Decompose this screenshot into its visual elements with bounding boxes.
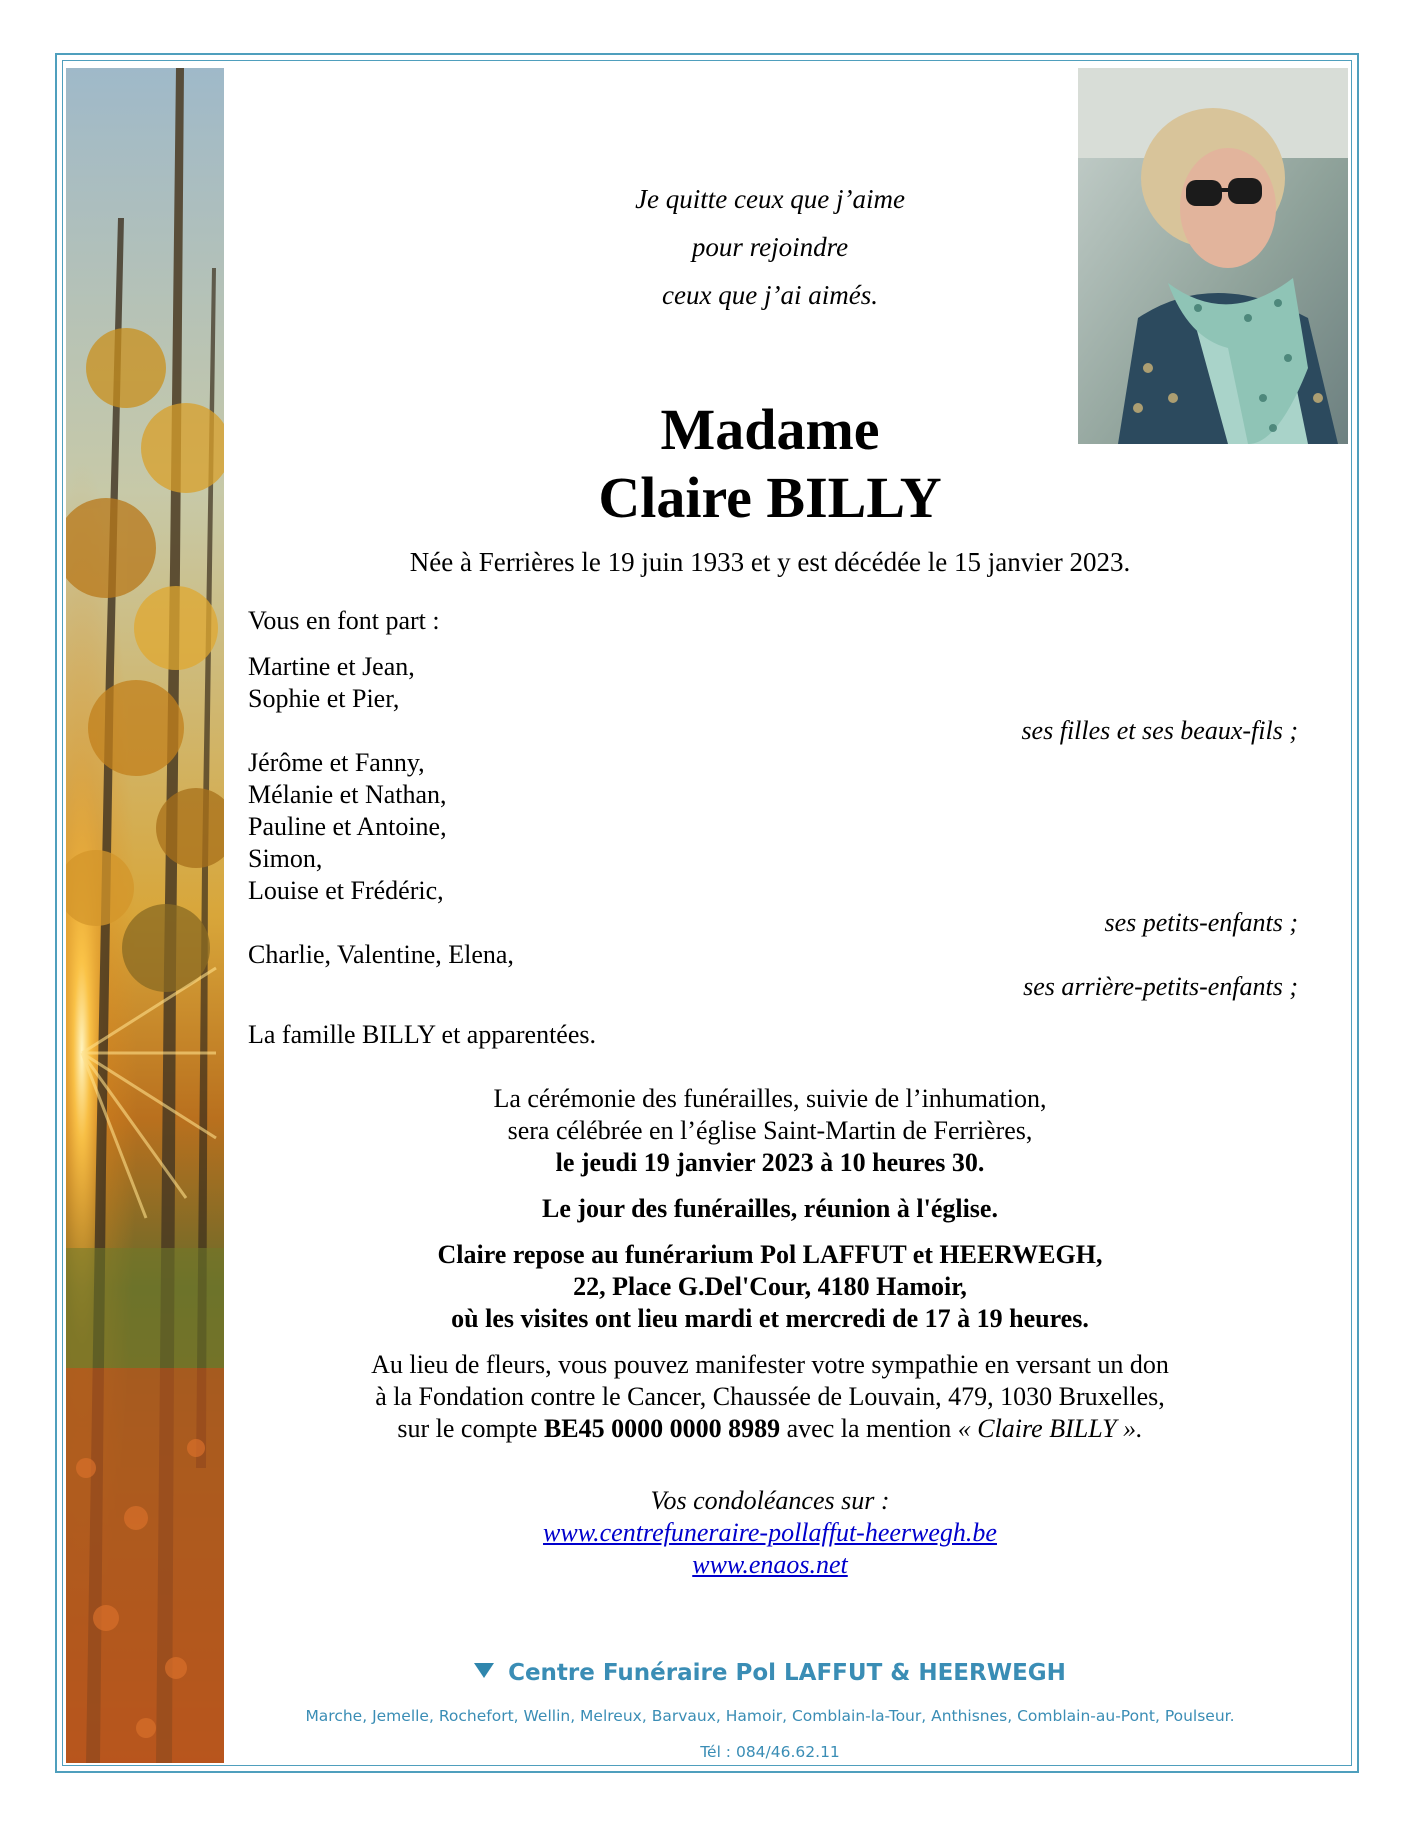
condolences-label: Vos condoléances sur : (650, 1486, 890, 1515)
relation-label: ses petits-enfants ; (1104, 908, 1298, 937)
ceremony-details (240, 1083, 1300, 1445)
quote-line: pour rejoindre (691, 232, 849, 262)
donation-text: sur le compte (397, 1414, 544, 1443)
family-member: Pauline et Antoine, (248, 812, 447, 841)
ceremony-line: La cérémonie des funérailles, suivie de l’inhumation, (493, 1084, 1047, 1113)
ceremony-datetime: le jeudi 19 janvier 2023 à 10 heures 30. (555, 1148, 985, 1177)
ceremony-line: sera célébrée en l’église Saint-Martin de Ferrières, (507, 1116, 1033, 1145)
funerarium-line: Claire repose au funérarium Pol LAFFUT et HEERWEGH, (437, 1240, 1103, 1269)
family-member: Mélanie et Nathan, (248, 780, 447, 809)
triangle-down-icon (474, 1663, 494, 1678)
company-name: Centre Funéraire Pol LAFFUT & HEERWEGH (508, 1660, 1066, 1686)
honorific: Madame (660, 397, 880, 462)
donation-line: Au lieu de fleurs, vous pouvez manifester votre sympathie en versant un don (371, 1350, 1169, 1379)
family-member: Simon, (248, 844, 323, 873)
condolences (240, 1485, 1300, 1581)
footer-phone: Tél : 084/46.62.11 (700, 1743, 840, 1761)
donation-account-line (240, 1413, 1300, 1445)
deceased-name: Claire BILLY (598, 465, 942, 530)
condolences-link-funeral-home[interactable]: www.centrefuneraire-pollaffut-heerwegh.be (543, 1518, 997, 1547)
family-line: La famille BILLY et apparentées. (248, 1020, 596, 1049)
relation-label: ses arrière-petits-enfants ; (1023, 972, 1298, 1001)
family-member: Charlie, Valentine, Elena, (248, 940, 514, 969)
family-member: Martine et Jean, (248, 652, 415, 681)
relation-label: ses filles et ses beaux-fils ; (1021, 716, 1298, 745)
quote (500, 175, 1040, 319)
portrait-photo (1078, 68, 1348, 444)
family-list (248, 605, 1298, 1051)
autumn-forest-image (66, 68, 224, 1763)
family-member: Sophie et Pier, (248, 684, 400, 713)
donation-line: à la Fondation contre le Cancer, Chaussée de Louvain, 479, 1030 Bruxelles, (375, 1382, 1165, 1411)
account-number: BE45 0000 0000 8989 (543, 1414, 781, 1443)
meeting-note: Le jour des funérailles, réunion à l'église. (542, 1194, 998, 1223)
donation-text: avec la mention (780, 1414, 958, 1443)
quote-line: ceux que j’ai aimés. (662, 280, 878, 310)
family-member: Louise et Frédéric, (248, 876, 444, 905)
funerarium-address: 22, Place G.Del'Cour, 4180 Hamoir, (573, 1272, 967, 1301)
visit-hours: où les visites ont lieu mardi et mercredi de 17 à 19 heures. (451, 1304, 1089, 1333)
quote-line: Je quitte ceux que j’aime (635, 184, 905, 214)
footer-towns: Marche, Jemelle, Rochefort, Wellin, Melreux, Barvaux, Hamoir, Comblain-la-Tour, Anthisnes, Comblain-au-Pont, Poulseur. (305, 1707, 1235, 1725)
family-intro: Vous en font part : (248, 606, 440, 635)
deceased-name-block (500, 396, 1040, 532)
condolences-link-enaos[interactable]: www.enaos.net (692, 1550, 848, 1579)
footer-company (240, 1660, 1300, 1686)
family-member: Jérôme et Fanny, (248, 748, 425, 777)
donation-mention: « Claire BILLY ». (957, 1414, 1143, 1443)
birth-death-line: Née à Ferrières le 19 juin 1933 et y est décédée le 15 janvier 2023. (409, 547, 1131, 577)
